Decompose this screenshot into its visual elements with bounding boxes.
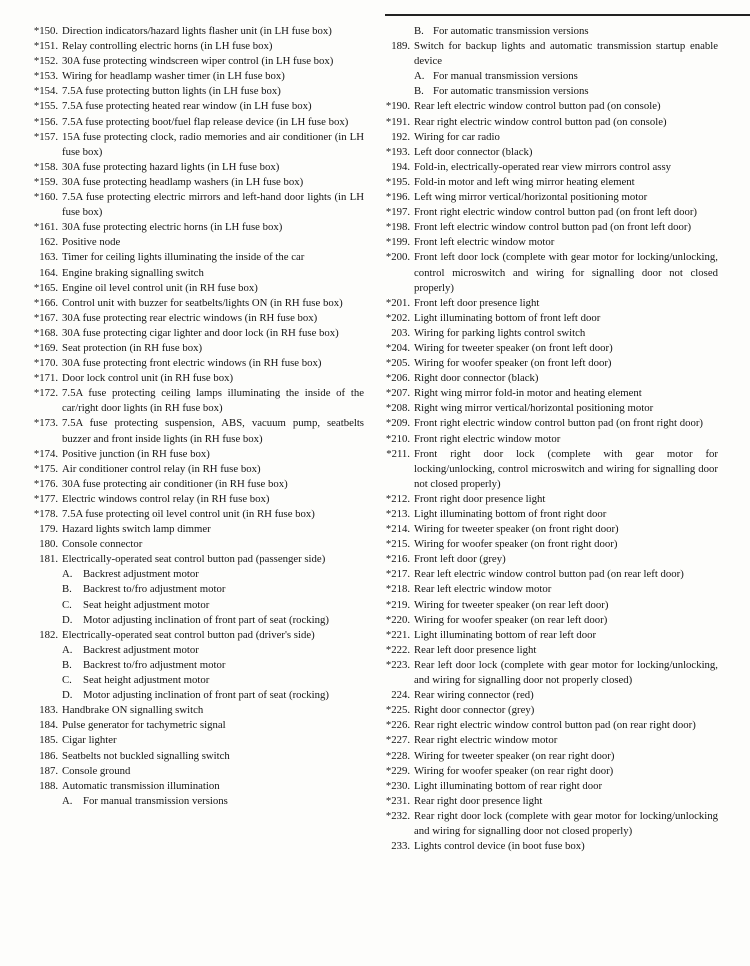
legend-entry-number: *212.	[385, 492, 410, 505]
legend-entry	[382, 416, 718, 431]
legend-entry-text: Automatic transmission illumination	[62, 779, 220, 792]
legend-entry-text: Wiring for woofer speaker (on front left door)	[414, 357, 612, 370]
legend-entry-text: For automatic transmission versions	[433, 25, 589, 37]
legend-subentry-letter: D.	[62, 689, 73, 702]
legend-entry-number: *158.	[33, 160, 58, 173]
legend-entry-text: Left wing mirror vertical/horizontal positioning motor	[414, 191, 648, 204]
legend-entry-number: *190.	[385, 100, 410, 113]
legend-entry-number: 179.	[39, 523, 58, 536]
legend-entry-text: Light illuminating bottom of rear right door	[414, 779, 603, 792]
legend-entry	[382, 613, 718, 628]
legend-entry-number: 194.	[391, 160, 410, 173]
legend-entry	[382, 839, 718, 854]
legend-entry-number: *173.	[33, 417, 58, 430]
legend-entry	[382, 160, 718, 175]
legend-entry-text: Front right electric window motor	[414, 432, 561, 445]
legend-subentry-letter: B.	[414, 85, 424, 98]
legend-entry	[4, 84, 364, 99]
top-rule	[385, 14, 750, 16]
legend-entry-number: *215.	[385, 538, 410, 551]
legend-entry	[382, 250, 718, 295]
legend-entry-number: *209.	[385, 417, 410, 430]
legend-entry-text: Seatbelts not buckled signalling switch	[62, 749, 230, 762]
legend-entry	[4, 749, 364, 764]
legend-entry	[4, 764, 364, 779]
legend-entry-number: *228.	[385, 749, 410, 762]
legend-subentry	[4, 613, 364, 628]
legend-entry-text: Motor adjusting inclination of front part of seat (rocking)	[83, 689, 329, 702]
legend-entry-number: *199.	[385, 236, 410, 249]
legend-entry-text: Front right electric window control button pad (on front left door)	[414, 206, 698, 219]
legend-subentry	[4, 598, 364, 613]
legend-entry-number: *208.	[385, 402, 410, 415]
legend-entry-text: 7.5A fuse protecting suspension, ABS, vacuum pump, seatbelts buzzer and front inside lights (in RH fuse box)	[62, 417, 364, 445]
legend-entry-text: Right door connector (black)	[414, 372, 539, 385]
legend-entry-number: *168.	[33, 326, 58, 339]
legend-entry	[382, 356, 718, 371]
legend-subentry-letter: D.	[62, 613, 73, 626]
legend-entry	[4, 115, 364, 130]
legend-entry-text: 30A fuse protecting electric horns (in LH fuse box)	[62, 221, 283, 234]
legend-entry	[4, 718, 364, 733]
legend-entry	[382, 537, 718, 552]
legend-entry	[382, 190, 718, 205]
legend-entry	[4, 416, 364, 446]
legend-entry	[382, 447, 718, 492]
legend-entry-text: Fold-in, electrically-operated rear view mirrors control assy	[414, 160, 672, 173]
legend-entry-text: 30A fuse protecting rear electric windows (in RH fuse box)	[62, 311, 318, 324]
legend-entry-text: Wiring for tweeter speaker (on front right door)	[414, 523, 619, 536]
legend-entry	[382, 567, 718, 582]
legend-subentry-letter: C.	[62, 598, 72, 611]
legend-entry-number: *200.	[385, 251, 410, 264]
legend-entry-number: *197.	[385, 206, 410, 219]
legend-entry	[4, 492, 364, 507]
legend-entry-number: 182.	[39, 628, 58, 641]
legend-entry-number: *214.	[385, 523, 410, 536]
legend-entry-text: Wiring for car radio	[414, 130, 500, 143]
legend-subentry	[4, 567, 364, 582]
legend-entry-text: Direction indicators/hazard lights flasher unit (in LH fuse box)	[62, 25, 332, 37]
legend-entry-text: Electrically-operated seat control button pad (driver's side)	[62, 628, 315, 641]
legend-entry-text: Console ground	[62, 764, 131, 777]
legend-entry	[382, 749, 718, 764]
legend-entry-text: Seat height adjustment motor	[83, 598, 210, 611]
legend-subentry	[4, 658, 364, 673]
legend-entry	[4, 733, 364, 748]
legend-entry	[382, 326, 718, 341]
legend-entry-number: *172.	[33, 387, 58, 400]
legend-entry	[382, 809, 718, 839]
legend-entry-text: Front right electric window control button pad (on front right door)	[414, 417, 703, 430]
legend-entry-number: *170.	[33, 357, 58, 370]
legend-entry-number: *220.	[385, 613, 410, 626]
legend-entry	[382, 145, 718, 160]
legend-subentry-letter: A.	[62, 568, 73, 581]
legend-entry	[382, 371, 718, 386]
legend-entry	[382, 598, 718, 613]
legend-entry-text: Electrically-operated seat control button pad (passenger side)	[62, 553, 326, 566]
legend-entry	[4, 628, 364, 643]
legend-entry-text: 30A fuse protecting headlamp washers (in LH fuse box)	[62, 175, 304, 188]
legend-entry	[382, 703, 718, 718]
legend-entry	[4, 266, 364, 281]
legend-entry	[4, 311, 364, 326]
legend-entry-text: Light illuminating bottom of rear left door	[414, 628, 597, 641]
legend-entry-number: *222.	[385, 643, 410, 656]
legend-entry-text: Door lock control unit (in RH fuse box)	[62, 372, 234, 385]
legend-entry-number: *230.	[385, 779, 410, 792]
legend-entry-text: 7.5A fuse protecting heated rear window (in LH fuse box)	[62, 100, 312, 113]
legend-entry-text: Pulse generator for tachymetric signal	[62, 719, 226, 732]
legend-entry	[4, 356, 364, 371]
legend-entry-number: *166.	[33, 296, 58, 309]
legend-entry	[4, 296, 364, 311]
legend-entry-text: 30A fuse protecting front electric windows (in RH fuse box)	[62, 357, 322, 370]
legend-entry-text: Seat height adjustment motor	[83, 674, 210, 687]
legend-entry-number: *175.	[33, 462, 58, 475]
legend-entry-number: *211.	[386, 447, 410, 460]
legend-entry-number: *210.	[385, 432, 410, 445]
legend-entry-text: Switch for backup lights and automatic transmission startup enable device	[414, 40, 718, 68]
legend-entry-number: 181.	[39, 553, 58, 566]
legend-entry-text: 30A fuse protecting air conditioner (in RH fuse box)	[62, 477, 288, 490]
legend-entry	[4, 341, 364, 356]
legend-subentry	[382, 69, 718, 84]
legend-entry-number: *227.	[385, 734, 410, 747]
legend-entry	[4, 386, 364, 416]
legend-entry	[4, 779, 364, 794]
legend-entry-number: *231.	[385, 794, 410, 807]
legend-entry-number: *154.	[33, 85, 58, 98]
legend-entry	[4, 281, 364, 296]
legend-entry	[382, 296, 718, 311]
legend-entry-text: Seat protection (in RH fuse box)	[62, 341, 203, 354]
legend-entry-number: *155.	[33, 100, 58, 113]
legend-entry-text: Handbrake ON signalling switch	[62, 704, 204, 717]
legend-entry	[4, 99, 364, 114]
legend-entry	[4, 190, 364, 220]
legend-entry-number: *178.	[33, 508, 58, 520]
legend-entry-text: For manual transmission versions	[433, 70, 578, 83]
legend-subentry-letter: B.	[414, 25, 424, 37]
legend-entry	[4, 160, 364, 175]
legend-entry-number: *191.	[385, 115, 410, 128]
legend-entry-text: Light illuminating bottom of front left door	[414, 311, 601, 324]
legend-entry-number: 189.	[391, 40, 410, 53]
legend-entry-number: *159.	[33, 175, 58, 188]
legend-entry	[382, 401, 718, 416]
legend-entry-number: *152.	[33, 55, 58, 68]
legend-entry-number: 186.	[39, 749, 58, 762]
legend-entry-number: *193.	[385, 145, 410, 158]
legend-entry-number: *171.	[33, 372, 58, 385]
legend-entry-number: 233.	[391, 840, 410, 853]
legend-entry-text: For automatic transmission versions	[433, 85, 589, 98]
legend-entry	[4, 703, 364, 718]
legend-entry-text: 30A fuse protecting cigar lighter and door lock (in RH fuse box)	[62, 326, 339, 339]
legend-entry-number: *204.	[385, 341, 410, 354]
legend-entry	[382, 432, 718, 447]
legend-entry	[4, 24, 364, 39]
legend-entry	[382, 99, 718, 114]
legend-entry-text: Motor adjusting inclination of front part of seat (rocking)	[83, 613, 329, 626]
legend-entry	[382, 552, 718, 567]
legend-entry-number: 203.	[391, 326, 410, 339]
legend-entry-number: 185.	[39, 734, 58, 747]
legend-entry-number: *217.	[385, 568, 410, 581]
legend-entry-text: 30A fuse protecting hazard lights (in LH fuse box)	[62, 160, 280, 173]
legend-entry-number: *195.	[385, 175, 410, 188]
legend-entry	[382, 220, 718, 235]
legend-entry-number: *205.	[385, 357, 410, 370]
legend-entry-text: Control unit with buzzer for seatbelts/lights ON (in RH fuse box)	[62, 296, 343, 309]
legend-entry-number: 162.	[39, 236, 58, 249]
legend-entry-text: Backrest adjustment motor	[83, 568, 199, 581]
legend-subentry	[4, 582, 364, 597]
legend-entry	[4, 54, 364, 69]
legend-subentry	[4, 688, 364, 703]
legend-entry-text: Rear left electric window control button pad (on rear left door)	[414, 568, 684, 581]
legend-entry-number: *223.	[385, 658, 410, 671]
legend-entry-number: *198.	[385, 221, 410, 234]
legend-entry-number: 188.	[39, 779, 58, 792]
legend-entry-number: *213.	[385, 508, 410, 520]
legend-entry-text: Rear right electric window control button pad (on rear right door)	[414, 719, 696, 732]
legend-entry	[382, 130, 718, 145]
legend-entry-text: Rear left electric window control button pad (on console)	[414, 100, 661, 113]
legend-entry	[4, 69, 364, 84]
legend-entry-text: Front right door presence light	[414, 492, 546, 505]
legend-entry	[382, 764, 718, 779]
legend-entry	[382, 688, 718, 703]
legend-subentry-letter: C.	[62, 674, 72, 687]
legend-entry-text: Hazard lights switch lamp dimmer	[62, 523, 211, 536]
legend-entry-text: Air conditioner control relay (in RH fuse box)	[62, 462, 261, 475]
legend-subentry	[382, 84, 718, 99]
legend-entry-text: Rear left door lock (complete with gear motor for locking/unlocking, and wiring for signalling door not properly closed)	[414, 658, 718, 687]
legend-entry-text: Backrest to/fro adjustment motor	[83, 583, 226, 596]
legend-entry-number: *232.	[385, 809, 410, 822]
legend-entry	[4, 130, 364, 160]
legend-entry	[4, 447, 364, 462]
legend-entry-text: Timer for ceiling lights illuminating the inside of the car	[62, 251, 305, 264]
legend-entry-number: 192.	[391, 130, 410, 143]
legend-subentry	[4, 794, 364, 809]
legend-entry-number: *169.	[33, 341, 58, 354]
legend-entry-text: 30A fuse protecting windscreen wiper control (in LH fuse box)	[62, 55, 334, 68]
legend-entry-text: Front left door lock (complete with gear motor for locking/unlocking, control microswitch and wiring for signalling door not closed properly)	[414, 251, 718, 294]
legend-entry-text: Wiring for tweeter speaker (on rear left door)	[414, 598, 609, 611]
legend-entry	[382, 628, 718, 643]
legend-entry-number: *153.	[33, 70, 58, 83]
legend-subentry	[382, 24, 718, 39]
legend-entry	[4, 220, 364, 235]
legend-subentry-letter: A.	[62, 794, 73, 807]
legend-entry-number: *150.	[33, 25, 58, 37]
legend-entry	[382, 658, 718, 688]
legend-entry	[4, 250, 364, 265]
legend-entry-text: Rear right door lock (complete with gear motor for locking/unlocking and wiring for signalling door not closed properly)	[414, 809, 718, 837]
legend-entry-text: Electric windows control relay (in RH fuse box)	[62, 492, 270, 505]
legend-entry-text: Wiring for woofer speaker (on rear right door)	[414, 764, 614, 777]
legend-entry-number: *177.	[33, 492, 58, 505]
legend-subentry-letter: A.	[414, 70, 425, 83]
legend-entry	[4, 552, 364, 567]
legend-entry-number: *196.	[385, 191, 410, 204]
legend-entry-text: 7.5A fuse protecting oil level control unit (in RH fuse box)	[62, 508, 315, 520]
legend-subentry-letter: B.	[62, 658, 72, 671]
legend-entry-text: Console connector	[62, 538, 143, 551]
legend-entry-text: Rear wiring connector (red)	[414, 689, 534, 702]
legend-entry	[4, 537, 364, 552]
legend-entry-number: *167.	[33, 311, 58, 324]
legend-entry-text: Right wing mirror vertical/horizontal positioning motor	[414, 402, 654, 415]
legend-entry	[382, 39, 718, 69]
legend-entry-text: Front left electric window motor	[414, 236, 555, 249]
legend-entry-text: Lights control device (in boot fuse box)	[414, 840, 585, 853]
legend-entry-text: Engine oil level control unit (in RH fuse box)	[62, 281, 258, 294]
legend-entry-number: *151.	[33, 40, 58, 53]
legend-entry-number: *206.	[385, 372, 410, 385]
legend-entry-text: Right wing mirror fold-in motor and heating element	[414, 387, 642, 400]
legend-entry-text: Rear right electric window motor	[414, 734, 558, 747]
legend-entry-text: Front left door (grey)	[414, 553, 506, 566]
legend-entry-text: Backrest adjustment motor	[83, 643, 199, 656]
legend-entry-number: *219.	[385, 598, 410, 611]
legend-entry-number: 187.	[39, 764, 58, 777]
legend-entry-text: 7.5A fuse protecting electric mirrors and left-hand door lights (in LH fuse box)	[62, 191, 364, 219]
legend-entry-text: 7.5A fuse protecting ceiling lamps illuminating the inside of the car/right door lights (in RH fuse box)	[62, 387, 364, 415]
legend-entry-number: *174.	[33, 447, 58, 460]
legend-entry-text: Rear left electric window motor	[414, 583, 552, 596]
legend-entry-text: Relay controlling electric horns (in LH fuse box)	[62, 40, 273, 53]
legend-entry	[4, 507, 364, 522]
legend-entry-number: *226.	[385, 719, 410, 732]
legend-subentry	[4, 643, 364, 658]
legend-entry	[4, 175, 364, 190]
legend-entry-number: *156.	[33, 115, 58, 128]
legend-entry-text: Wiring for tweeter speaker (on front left door)	[414, 341, 613, 354]
legend-entry-number: *221.	[385, 628, 410, 641]
legend-entry	[4, 477, 364, 492]
legend-entry-number: *218.	[385, 583, 410, 596]
legend-entry-text: Rear right electric window control button pad (on console)	[414, 115, 667, 128]
legend-entry-number: 183.	[39, 704, 58, 717]
legend-subentry	[4, 673, 364, 688]
legend-entry	[382, 779, 718, 794]
legend-subentry-letter: B.	[62, 583, 72, 596]
legend-entry	[382, 733, 718, 748]
legend-column-left	[4, 24, 364, 809]
legend-entry-number: 224.	[391, 689, 410, 702]
legend-entry	[382, 794, 718, 809]
legend-entry-text: Left door connector (black)	[414, 145, 533, 158]
legend-entry-text: Front right door lock (complete with gear motor for locking/unlocking, control microswitch and wiring for signalling door not closed properly)	[414, 447, 718, 490]
legend-entry-number: 164.	[39, 266, 58, 279]
legend-entry-text: Wiring for woofer speaker (on rear left door)	[414, 613, 608, 626]
legend-column-right	[382, 24, 718, 854]
legend-entry-text: Wiring for woofer speaker (on front right door)	[414, 538, 618, 551]
legend-entry	[4, 522, 364, 537]
legend-entry-number: *207.	[385, 387, 410, 400]
legend-entry-number: *202.	[385, 311, 410, 324]
legend-entry-number: *229.	[385, 764, 410, 777]
legend-entry-text: Wiring for parking lights control switch	[414, 326, 586, 339]
legend-entry-text: For manual transmission versions	[83, 794, 228, 807]
legend-entry-text: 7.5A fuse protecting button lights (in LH fuse box)	[62, 85, 281, 98]
legend-entry-text: Front left electric window control button pad (on front left door)	[414, 221, 692, 234]
legend-entry	[4, 235, 364, 250]
legend-entry-text: Rear left door presence light	[414, 643, 537, 656]
legend-entry-number: *225.	[385, 704, 410, 717]
legend-entry	[382, 582, 718, 597]
legend-entry	[4, 326, 364, 341]
legend-entry	[382, 311, 718, 326]
legend-entry-text: Fold-in motor and left wing mirror heating element	[414, 175, 635, 188]
legend-entry	[382, 522, 718, 537]
legend-entry	[382, 235, 718, 250]
legend-entry-number: *160.	[33, 191, 58, 204]
legend-entry-text: Front left door presence light	[414, 296, 540, 309]
legend-entry	[382, 492, 718, 507]
legend-entry	[4, 371, 364, 386]
legend-entry-text: Cigar lighter	[62, 734, 117, 747]
legend-entry-text: Wiring for headlamp washer timer (in LH fuse box)	[62, 70, 285, 83]
legend-entry	[382, 341, 718, 356]
legend-entry-number: 184.	[39, 719, 58, 732]
legend-subentry-letter: A.	[62, 643, 73, 656]
legend-entry-number: *165.	[33, 281, 58, 294]
legend-entry-text: Backrest to/fro adjustment motor	[83, 658, 226, 671]
legend-entry-number: *157.	[33, 130, 58, 143]
legend-entry-text: Rear right door presence light	[414, 794, 543, 807]
legend-entry-number: 163.	[39, 251, 58, 264]
legend-entry-text: 7.5A fuse protecting boot/fuel flap release device (in LH fuse box)	[62, 115, 349, 128]
legend-entry	[382, 643, 718, 658]
legend-entry-text: Positive node	[62, 236, 121, 249]
legend-entry	[382, 507, 718, 522]
legend-entry	[382, 115, 718, 130]
legend-entry	[382, 205, 718, 220]
legend-entry	[382, 175, 718, 190]
legend-entry	[382, 718, 718, 733]
legend-entry	[382, 386, 718, 401]
legend-entry-number: *216.	[385, 553, 410, 566]
legend-entry-number: *176.	[33, 477, 58, 490]
legend-entry-text: Engine braking signalling switch	[62, 266, 204, 279]
legend-entry-number: *161.	[33, 221, 58, 234]
legend-entry-text: Positive junction (in RH fuse box)	[62, 447, 210, 460]
legend-entry-text: Right door connector (grey)	[414, 704, 535, 717]
legend-entry-number: *201.	[385, 296, 410, 309]
legend-entry-number: 180.	[39, 538, 58, 551]
legend-entry	[4, 462, 364, 477]
legend-entry	[4, 39, 364, 54]
legend-entry-text: Wiring for tweeter speaker (on rear right door)	[414, 749, 615, 762]
legend-entry-text: Light illuminating bottom of front right door	[414, 508, 607, 520]
legend-entry-text: 15A fuse protecting clock, radio memories and air conditioner (in LH fuse box)	[62, 130, 364, 158]
